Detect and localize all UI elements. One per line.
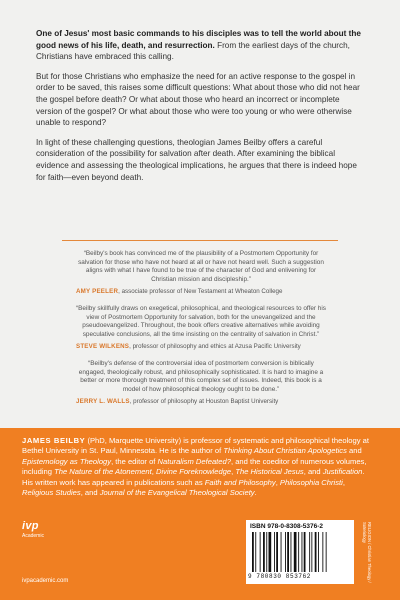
endorsement-text: “Beilby's book has convinced me of the plausibility of a Postmortem Opportunity for salvation for those who have not heard at all or have not heard well. Such a suggestion aligns with what I have found to be true of the character of God and enlivening for Christian mission and discipleship.” — [78, 250, 324, 283]
barcode-bar — [322, 532, 323, 572]
endorsement-3 — [76, 360, 326, 407]
bio-text: , the editor of — [111, 456, 158, 466]
bio-text: , and — [303, 467, 323, 477]
barcode-bar — [269, 532, 272, 572]
bio-text: . — [254, 488, 257, 498]
bio-text: (PhD, Marquette University) is professor of systematic and philosophical theology at Bethel University in St. Paul, Minnesota. He is the author of — [22, 436, 369, 456]
barcode-bar — [294, 532, 297, 572]
endorser-name: JERRY L. WALLS — [76, 398, 130, 406]
author-name: JAMES BEILBY — [22, 436, 86, 445]
barcode-icon — [250, 532, 350, 572]
barcode-bar — [281, 532, 282, 572]
description-paragraph-2: But for those Christians who emphasize the need for an active response to the gospel in order to be saved, this raises some difficult questions: What about those who did not hear the gospel before death? Or what about those who heard an incorrect or incomplete version of the gospel? Or what about those who were too young or who were otherwise unable to respond? — [36, 71, 360, 128]
endorsement-1 — [76, 250, 326, 297]
barcode-bar — [326, 532, 327, 572]
barcode-bar — [263, 532, 265, 572]
book-title: Divine Foreknowledge — [155, 467, 232, 477]
endorser-role: , professor of philosophy at Houston Baptist University — [129, 398, 279, 406]
barcode-bar — [255, 532, 256, 572]
bio-text: , — [151, 467, 156, 477]
bio-text: , — [275, 477, 280, 487]
bio-text: , — [342, 477, 345, 487]
book-title: Epistemology as Theology — [22, 456, 112, 466]
publisher-website: ivpacademic.com — [22, 578, 69, 584]
endorsement-attribution — [76, 398, 326, 407]
ivp-academic-logo — [22, 520, 52, 560]
barcode-bar — [276, 532, 278, 572]
barcode-bar — [309, 532, 310, 572]
endorsement-text: “Beilby's defense of the controversial idea of postmortem conversion is biblically engaged, theologically robust, and philosophically sophisticated. It is hard to imagine a better or more thorough treatment of this complex set of issues. Indeed, this book is a model of how philosophical theology ought to be done.” — [78, 359, 324, 393]
bio-text: , and — [80, 488, 100, 498]
barcode-bar — [302, 532, 303, 572]
barcode-bar — [274, 532, 275, 572]
bisac-category: RELIGION / Christian Theology / Soteriology — [362, 522, 372, 583]
barcode-bar — [260, 532, 261, 572]
endorsement-attribution — [76, 288, 326, 297]
endorsement-text: “Beilby skillfully draws on exegetical, philosophical, and theological resources to offer his view of Postmortem Opportunity for salvation, both for the unevangelized and the pseudoevangelized. Throughout, the book offers creative alternatives while avoiding speculative conclusions, all the time insisting on the centrality of salvation in Christ.” — [76, 304, 326, 338]
endorsements — [76, 250, 326, 415]
journal-title: Philosophia Christi — [279, 477, 343, 487]
endorser-role: , professor of philosophy and ethics at Azusa Pacific University — [129, 343, 301, 351]
barcode-digits: 9 780830 853762 — [248, 573, 312, 580]
journal-title: Journal of the Evangelical Theological Society — [99, 488, 255, 498]
barcode-bar — [304, 532, 306, 572]
book-title: Justification — [322, 467, 363, 477]
journal-title: Religious Studies — [22, 488, 81, 498]
barcode-bar — [318, 532, 319, 572]
book-title: The Historical Jesus — [235, 467, 304, 477]
ivp-logo-sub: Academic — [22, 533, 44, 539]
book-title: The Nature of the Atonement — [54, 467, 152, 477]
description-paragraph-1 — [36, 28, 366, 63]
barcode-bar — [266, 532, 267, 572]
barcode-bar — [311, 532, 312, 572]
book-title: Thinking About Christian Apologetics — [223, 446, 347, 456]
endorser-role: , associate professor of New Testament at Wheaton College — [118, 288, 283, 296]
description-lead-bold: One of Jesus' most basic commands to his disciples was to tell the world about the good news of his life, death, and resurrection. — [36, 29, 361, 50]
description-lead-rest: From the earliest days of the church, Christians have embraced this calling. — [36, 40, 350, 62]
isbn-label: ISBN 978-0-8308-5376-2 — [250, 523, 323, 530]
barcode-bar — [285, 532, 286, 572]
bio-text: and — [346, 446, 362, 456]
description-block — [36, 28, 366, 191]
endorser-name: STEVE WILKENS — [76, 343, 130, 351]
endorsement-2 — [76, 305, 326, 352]
endorser-name: AMY PEELER — [76, 288, 119, 296]
endorsement-attribution — [76, 343, 326, 352]
bio-text: . His written work has appeared in publications such as — [22, 467, 365, 487]
author-bio — [22, 436, 377, 498]
ivp-logo-mark: ivp — [22, 520, 39, 532]
divider-top — [62, 240, 338, 241]
bio-text: , and the coeditor of numerous volumes, including — [22, 456, 367, 477]
barcode-bar — [252, 532, 254, 572]
journal-title: Faith and Philosophy — [204, 477, 276, 487]
barcode-panel — [246, 520, 354, 584]
barcode-bar — [298, 532, 299, 572]
barcode-bar — [315, 532, 317, 572]
book-title: Naturalism Defeated? — [157, 456, 231, 466]
description-paragraph-3: In light of these challenging questions, theologian James Beilby offers a careful consideration of the possibility for salvation after death. After examining the biblical evidence and assessing the theological implications, he argues that there is indeed hope for faith—even beyond death. — [36, 137, 357, 182]
barcode-bar — [291, 532, 292, 572]
barcode-bar — [287, 532, 289, 572]
bio-text: , — [231, 467, 236, 477]
